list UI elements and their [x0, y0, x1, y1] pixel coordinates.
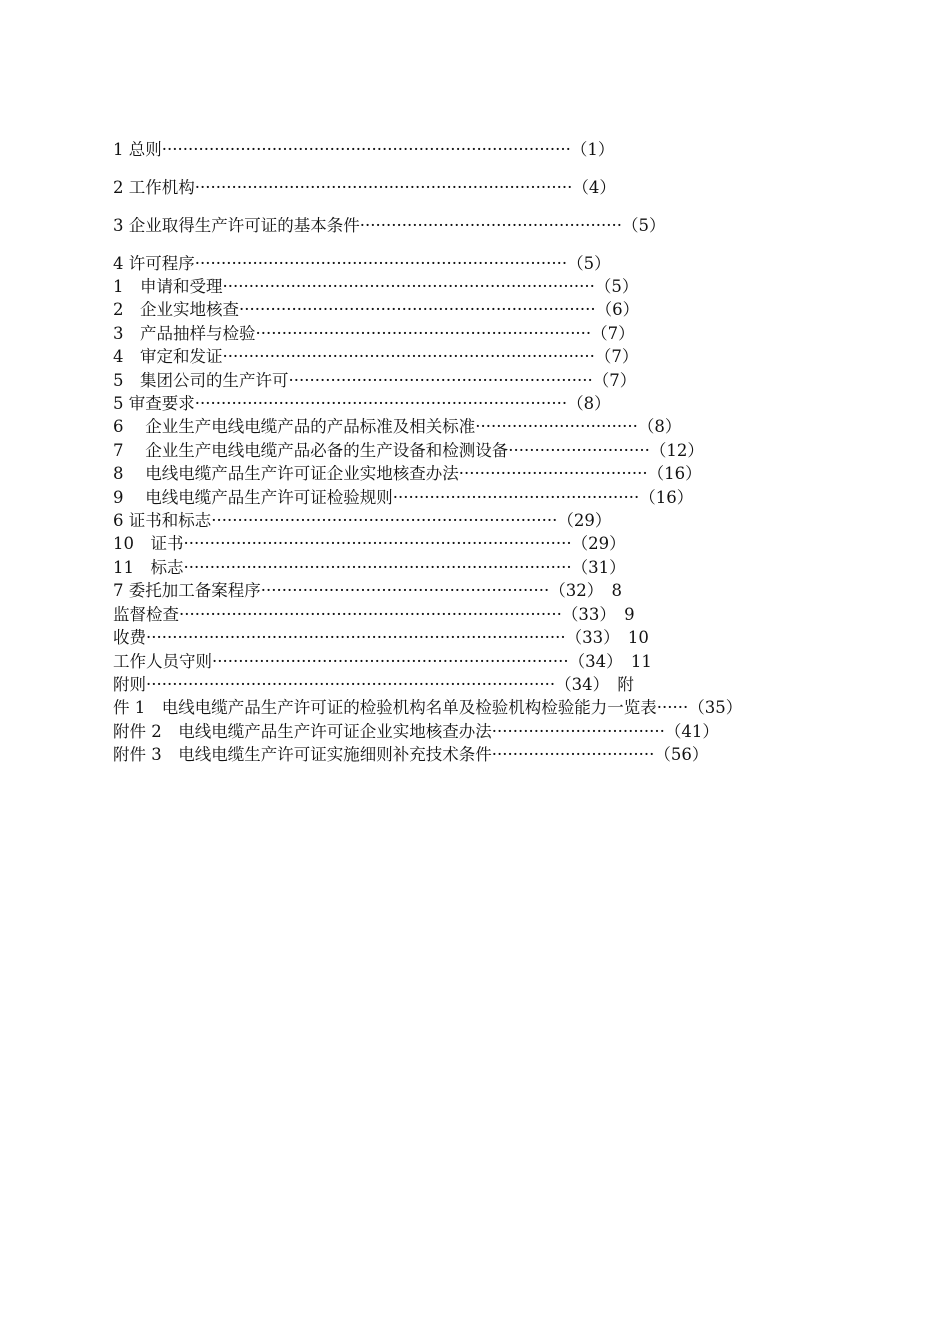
toc-entry-label: 8 电线电缆产品生产许可证企业实地核查办法	[113, 464, 459, 483]
toc-subentry-verification-method	[113, 462, 853, 485]
toc-entry-label: 5 审查要求	[113, 394, 195, 413]
toc-leader-dots: ·······································································	[194, 254, 568, 273]
toc-page-number: （4）	[572, 178, 616, 197]
toc-leader-dots: ··························································	[288, 371, 593, 390]
toc-leader-dots: ·································	[491, 722, 665, 741]
toc-entry-review-requirements	[113, 392, 853, 415]
toc-page-number: （12）	[649, 441, 704, 460]
toc-page-number: （29）	[557, 511, 612, 530]
toc-page-number: （29）	[571, 534, 626, 553]
toc-page-number: （6）	[595, 300, 640, 319]
toc-page-number: （33） 10	[565, 628, 649, 647]
toc-entry-supplementary	[113, 673, 853, 696]
toc-leader-dots: ···························	[508, 441, 650, 460]
toc-page-number: （8）	[567, 394, 611, 413]
toc-leader-dots: ··································································	[211, 511, 558, 530]
toc-leader-dots: ································································	[255, 324, 592, 343]
toc-subentry-mark	[113, 556, 853, 579]
toc-page-number: （5）	[622, 216, 666, 235]
toc-leader-dots: ··············································································	[146, 675, 556, 694]
toc-entry-label: 7 委托加工备案程序	[113, 581, 261, 600]
toc-leader-dots: ··········································································	[183, 558, 572, 577]
toc-entry-label: 附件 3 电线电缆生产许可证实施细则补充技术条件	[113, 745, 492, 764]
toc-entry-supervision	[113, 603, 853, 626]
toc-entry-label: 11 标志	[113, 558, 184, 577]
toc-entry-label: 工作人员守则	[113, 652, 212, 671]
toc-entry-label: 10 证书	[113, 534, 184, 553]
toc-leader-dots: ················································································	[146, 628, 566, 647]
toc-entry-label: 收费	[113, 628, 146, 647]
toc-entry-appendix-1	[113, 696, 853, 719]
toc-leader-dots: ········································································	[194, 178, 573, 197]
toc-page-number: （31）	[571, 558, 626, 577]
toc-leader-dots: ·······································································	[194, 394, 568, 413]
toc-entry-label: 9 电线电缆产品生产许可证检验规则	[113, 488, 393, 507]
toc-page-number: （7）	[591, 324, 635, 343]
toc-page-number: （34） 11	[568, 652, 652, 671]
toc-entry-staff-rules	[113, 650, 853, 673]
toc-entry-label: 2 企业实地核查	[113, 300, 239, 319]
toc-leader-dots: ·······························	[475, 417, 638, 436]
toc-page-number: （35）	[688, 698, 743, 717]
toc-entry-label: 1 申请和受理	[113, 277, 223, 296]
toc-leader-dots: ·······································································	[222, 277, 595, 296]
toc-entry-basic-conditions	[113, 214, 853, 237]
toc-subentry-application	[113, 275, 853, 298]
toc-page-number: （5）	[567, 254, 611, 273]
toc-page-number: （8）	[637, 417, 682, 436]
toc-entry-label: 5 集团公司的生产许可	[113, 371, 289, 390]
toc-page-number: （1）	[570, 140, 615, 159]
toc-page-number: （7）	[592, 371, 637, 390]
toc-entry-certificates-marks	[113, 509, 853, 532]
toc-subentry-certificate	[113, 532, 853, 555]
toc-entry-label: 4 许可程序	[113, 254, 195, 273]
toc-page-number: （33） 9	[561, 605, 635, 624]
toc-entry-label: 7 企业生产电线电缆产品必备的生产设备和检测设备	[113, 441, 509, 460]
toc-entry-licensing-procedure	[113, 252, 853, 275]
toc-entry-label: 2 工作机构	[113, 178, 195, 197]
toc-leader-dots: ······	[656, 698, 689, 717]
toc-subentry-inspection-rules	[113, 486, 853, 509]
toc-entry-label: 6 证书和标志	[113, 511, 212, 530]
toc-entry-label: 1 总则	[113, 140, 162, 159]
toc-entry-appendix-3	[113, 743, 853, 766]
toc-entry-outsourcing	[113, 579, 853, 602]
toc-subentry-sampling	[113, 322, 853, 345]
toc-leader-dots: ····································································	[239, 300, 596, 319]
toc-subentry-onsite-verification	[113, 298, 853, 321]
toc-entry-label: 4 审定和发证	[113, 347, 223, 366]
toc-leader-dots: ····································································	[212, 652, 569, 671]
toc-subentry-group-company	[113, 369, 853, 392]
toc-page-number: （56）	[654, 745, 709, 764]
toc-page-number: （32） 8	[549, 581, 622, 600]
toc-leader-dots: ····································	[458, 464, 648, 483]
toc-leader-dots: ··············································································	[161, 140, 571, 159]
toc-leader-dots: ··········································································	[183, 534, 572, 553]
toc-entry-label: 件 1 电线电缆产品生产许可证的检验机构名单及检验机构检验能力一览表	[113, 698, 657, 717]
toc-page-number: （41）	[664, 722, 719, 741]
toc-entry-label: 3 企业取得生产许可证的基本条件	[113, 216, 360, 235]
toc-leader-dots: ·······························	[491, 745, 655, 764]
toc-leader-dots: ··················································	[359, 216, 622, 235]
toc-page-number: （16）	[647, 464, 702, 483]
toc-entry-working-body	[113, 176, 853, 199]
toc-entry-fees	[113, 626, 853, 649]
toc-entry-general	[113, 138, 853, 161]
toc-entry-label: 附件 2 电线电缆产品生产许可证企业实地核查办法	[113, 722, 492, 741]
toc-leader-dots: ·······················································	[260, 581, 550, 600]
toc-entry-label: 附则	[113, 675, 146, 694]
toc-page-number: （34） 附	[555, 675, 634, 694]
toc-entry-label: 3 产品抽样与检验	[113, 324, 256, 343]
toc-leader-dots: ·········································································	[179, 605, 562, 624]
toc-subentry-equipment	[113, 439, 853, 462]
toc-subentry-standards	[113, 415, 853, 438]
toc-subentry-approval	[113, 345, 853, 368]
toc-page-number: （16）	[639, 488, 694, 507]
toc-page-number: （7）	[594, 347, 639, 366]
toc-page-number: （5）	[594, 277, 639, 296]
toc-leader-dots: ···············································	[392, 488, 640, 507]
toc-leader-dots: ·······································································	[222, 347, 595, 366]
toc-entry-appendix-2	[113, 720, 853, 743]
toc-entry-label: 监督检查	[113, 605, 179, 624]
toc-entry-label: 6 企业生产电线电缆产品的产品标准及相关标准	[113, 417, 476, 436]
